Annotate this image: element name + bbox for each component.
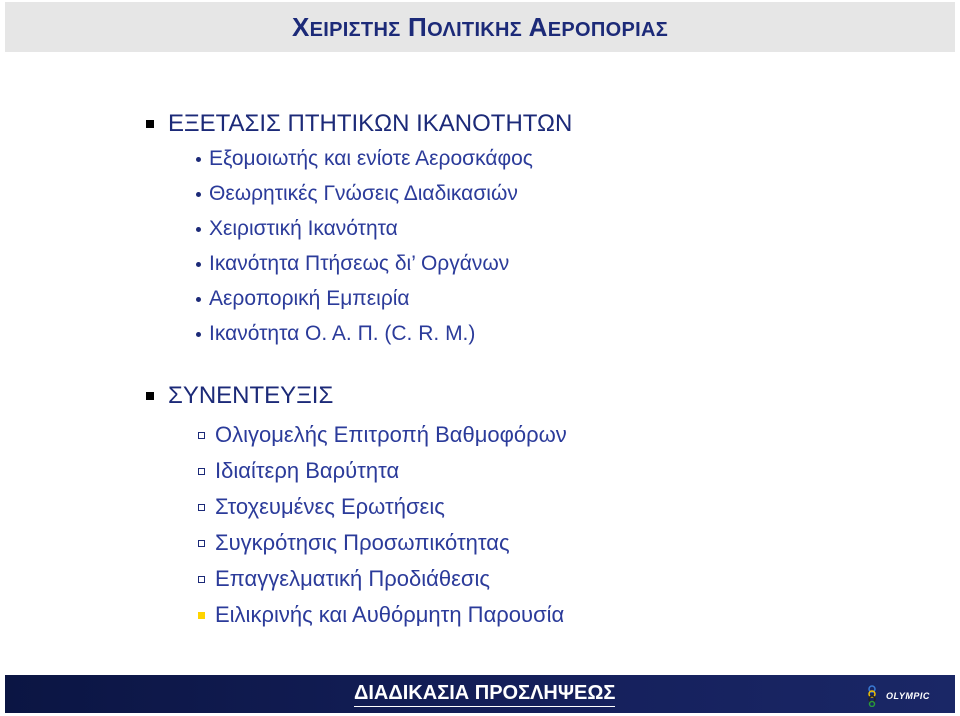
title-part3-rest: ΕΡΟΠΟΡΙΑΣ [547,18,669,41]
footer-text: ΔΙΑΔΙΚΑΣΙΑ ΠΡΟΣΛΗΨΕΩΣ [354,682,615,707]
dot-bullet-icon [196,297,201,302]
section2-item-text: Ειλικρινής και Αυθόρμητη Παρουσία [215,602,565,627]
outline-square-bullet-icon [198,468,205,475]
section2-heading [146,382,333,410]
section2-heading-text: ΣΥΝΕΝΤΕΥΞΙΣ [168,382,334,409]
section2-item [198,566,490,592]
section1-item [196,252,509,276]
section1-item-text: Χειριστική Ικανότητα [209,217,398,240]
section1-heading [146,110,572,138]
section1-heading-text: ΕΞΕΤΑΣΙΣ ΠΤΗΤΙΚΩΝ ΙΚΑΝΟΤΗΤΩΝ [168,110,573,137]
section1-item-text: Εξομοιωτής και ενίοτε Αεροσκάφος [209,147,533,170]
dot-bullet-icon [196,262,201,267]
section1-item-text: Ικανότητα Ο. Α. Π. (C. R. M.) [209,322,476,345]
section2-item-text: Επαγγελματική Προδιάθεσις [215,566,490,591]
section1-item-text: Αεροπορική Εμπειρία [209,287,410,310]
title-part1-rest: ΕΙΡΙΣΤΗΣ [309,18,401,41]
section2-item [198,422,567,448]
dot-bullet-icon [196,157,201,162]
outline-square-bullet-icon [198,504,205,511]
olympic-rings-icon [862,685,882,707]
section2-item [198,530,510,556]
section2-item [198,494,445,520]
dot-bullet-icon [196,227,201,232]
section1-item [196,182,518,206]
square-bullet-icon [146,120,154,128]
section1-item-text: Ικανότητα Πτήσεως δι’ Οργάνων [209,252,510,275]
title-part3-initial: Α [528,11,548,42]
section2-item-highlighted [198,602,564,628]
title-part2-rest: ΟΛΙΤΙΚΗΣ [427,18,523,41]
outline-square-bullet-icon [198,432,205,439]
section1-item [196,217,398,241]
section2-item-text: Στοχευμένες Ερωτήσεις [215,494,445,519]
title-part2-initial: Π [408,11,428,42]
section2-item-text: Συγκρότησις Προσωπικότητας [215,530,510,555]
olympic-logo [862,682,954,710]
outline-square-bullet-icon [198,540,205,547]
square-bullet-icon [146,392,154,400]
dot-bullet-icon [196,192,201,197]
section1-item-text: Θεωρητικές Γνώσεις Διαδικασιών [209,182,518,205]
section2-item-text: Ολιγομελής Επιτροπή Βαθμοφόρων [215,422,567,447]
yellow-square-bullet-icon [198,612,205,619]
section1-item [196,287,410,311]
section2-item [198,458,399,484]
section1-item [196,322,475,346]
outline-square-bullet-icon [198,576,205,583]
section1-item [196,147,533,171]
dot-bullet-icon [196,332,201,337]
title-part1-initial: Χ [291,11,310,42]
section2-item-text: Ιδιαίτερη Βαρύτητα [215,458,400,483]
logo-text: OLYMPIC [886,691,930,701]
